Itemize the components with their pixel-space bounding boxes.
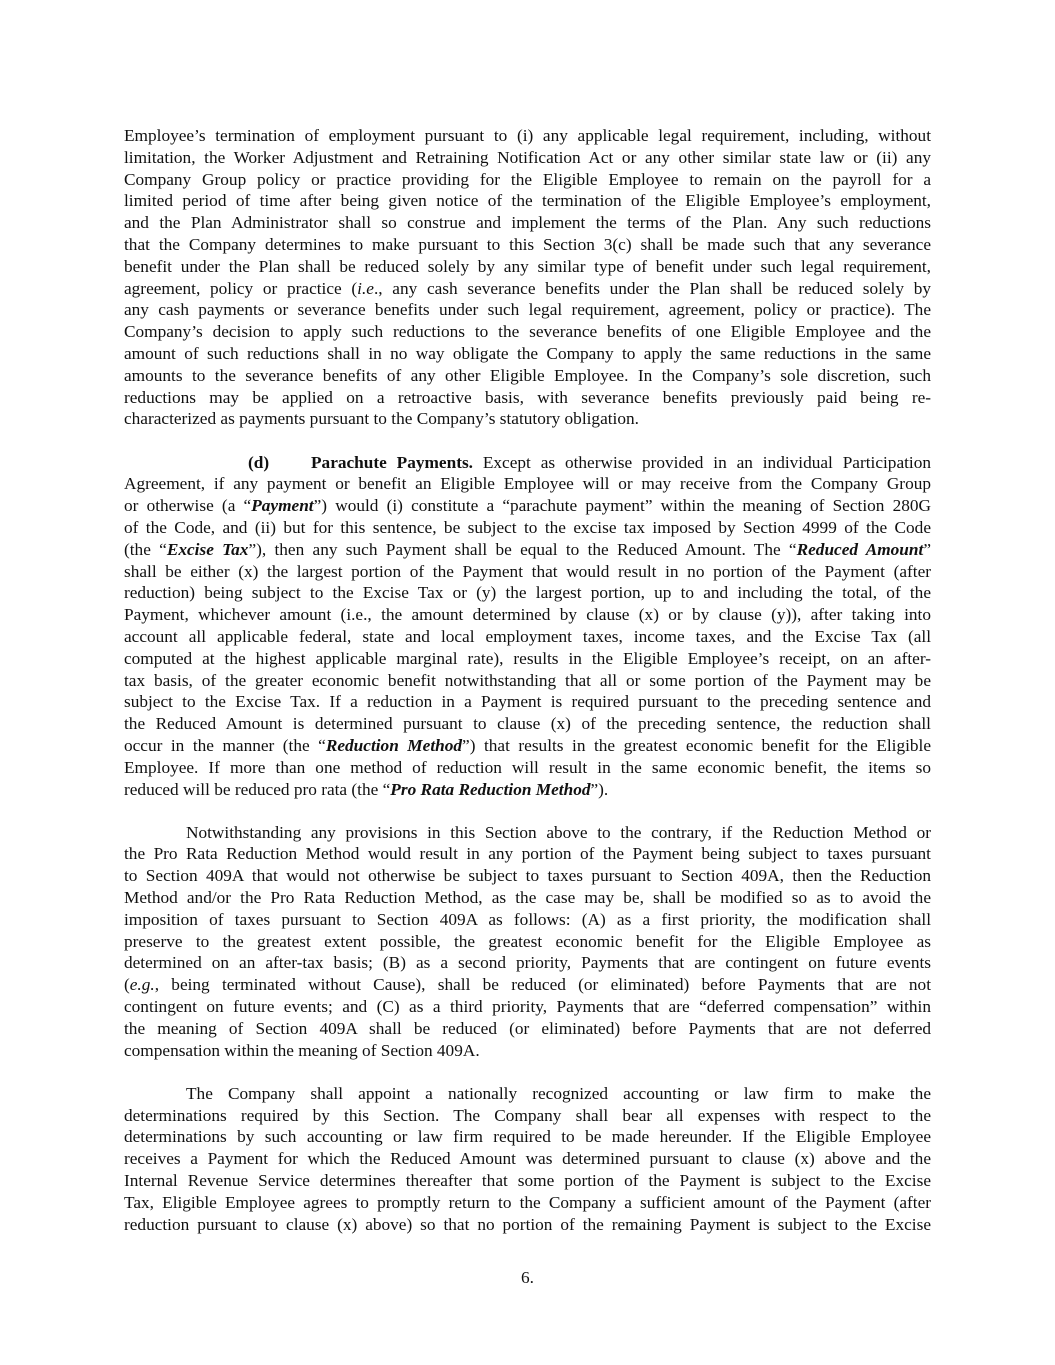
text-line bbox=[124, 452, 931, 474]
text-run: characterized as payments pursuant to the Company’s statutory obligation. bbox=[124, 409, 639, 429]
text-line bbox=[124, 691, 931, 713]
paragraph-gap bbox=[124, 1061, 931, 1082]
text-run: the Reduced Amount is determined pursuant to clause (x) of the preceding sentence, the reduction shall bbox=[124, 714, 931, 734]
text-line bbox=[124, 169, 931, 191]
text-line bbox=[124, 495, 931, 517]
text-run: limitation, the Worker Adjustment and Retraining Notification Act or any other similar state law or (ii) any bbox=[124, 147, 931, 167]
text-line bbox=[124, 1018, 931, 1040]
text-run: Company’s decision to apply such reductions to the severance benefits of one Eligible Employee and the bbox=[124, 322, 931, 342]
paragraph-gap bbox=[124, 430, 931, 451]
section-label: (d) bbox=[248, 452, 270, 472]
text-run: imposition of taxes pursuant to Section 409A as follows: (A) as a first priority, the modification shall bbox=[124, 909, 931, 929]
text-run: determinations required by this Section. The Company shall bear all expenses with respect to the bbox=[124, 1105, 931, 1125]
text-run: Employee. If more than one method of reduction will result in the same economic benefit, the items so bbox=[124, 757, 931, 777]
text-run: ”) would (i) constitute a “parachute payment” within the meaning of Section 280G bbox=[313, 496, 931, 516]
text-run: Except as otherwise provided in an individual Participation bbox=[473, 452, 931, 472]
text-line bbox=[124, 212, 931, 234]
text-run: ”) that results in the greatest economic benefit for the Eligible bbox=[462, 735, 931, 755]
text-run: The Company shall appoint a nationally recognized accounting or law firm to make the bbox=[186, 1083, 931, 1103]
text-line bbox=[124, 996, 931, 1018]
text-line bbox=[124, 735, 931, 757]
text-line bbox=[124, 648, 931, 670]
text-line bbox=[124, 757, 931, 779]
text-line bbox=[124, 1126, 931, 1148]
text-line bbox=[124, 1040, 931, 1062]
text-run: Agreement, if any payment or benefit an Eligible Employee will or may receive from the Company Group bbox=[124, 474, 931, 494]
text-run: contingent on future events; and (C) as a third priority, Payments that are “deferred compensation” within bbox=[124, 997, 931, 1017]
text-line bbox=[124, 779, 931, 801]
text-line bbox=[124, 952, 931, 974]
text-run: reductions may be applied on a retroactive basis, with severance benefits previously paid being re- bbox=[124, 387, 931, 407]
text-line bbox=[124, 299, 931, 321]
text-line bbox=[124, 931, 931, 953]
text-line bbox=[124, 626, 931, 648]
text-run: reduction) being subject to the Excise Tax or (y) the largest portion, up to and including the total, of the bbox=[124, 583, 931, 603]
text-run: or otherwise (a “ bbox=[124, 496, 252, 516]
text-line bbox=[124, 1192, 931, 1214]
text-line bbox=[124, 321, 931, 343]
bold-heading: Parachute Payments. bbox=[311, 452, 473, 472]
text-run: Internal Revenue Service determines thereafter that some portion of the Payment is subject to the Excise bbox=[124, 1171, 931, 1191]
text-line bbox=[124, 234, 931, 256]
defined-term: Reduction Method bbox=[325, 735, 463, 755]
text-line bbox=[124, 387, 931, 409]
text-line bbox=[124, 1105, 931, 1127]
text-run: , being terminated without Cause), shall be reduced (or eliminated) before Payments that are not bbox=[154, 975, 931, 995]
text-line bbox=[124, 147, 931, 169]
text-run: occur in the manner (the “ bbox=[124, 735, 326, 755]
text-run: Notwithstanding any provisions in this Section above to the contrary, if the Reduction Method or bbox=[186, 822, 931, 842]
text-line bbox=[124, 909, 931, 931]
text-run: Payment, whichever amount (i.e., the amount determined by clause (x) or by clause (y)), after taking into bbox=[124, 605, 931, 625]
text-line bbox=[124, 190, 931, 212]
text-run: benefit under the Plan shall be reduced solely by any similar type of benefit under such legal requirement, bbox=[124, 256, 931, 276]
text-line bbox=[124, 473, 931, 495]
text-run: shall be either (x) the largest portion of the Payment that would result in no portion of the Payment (after bbox=[124, 561, 931, 581]
text-run: computed at the highest applicable marginal rate), results in the Eligible Employee’s receipt, on an after- bbox=[124, 648, 931, 668]
text-run: agreement, policy or practice ( bbox=[124, 278, 358, 298]
paragraph bbox=[124, 822, 931, 1062]
text-run: ” bbox=[923, 539, 932, 559]
text-line bbox=[124, 343, 931, 365]
text-line bbox=[124, 125, 931, 147]
text-run: Employee’s termination of employment pursuant to (i) any applicable legal requirement, including, without bbox=[124, 126, 931, 145]
paragraph-gap bbox=[124, 800, 931, 821]
text-run: amounts to the severance benefits of any other Eligible Employee. In the Company’s sole discretion, such bbox=[124, 365, 931, 385]
text-line bbox=[124, 278, 931, 300]
text-run: the meaning of Section 409A shall be reduced (or eliminated) before Payments that are not deferred bbox=[124, 1018, 931, 1038]
paragraph bbox=[124, 1083, 931, 1236]
text-run: ”). bbox=[590, 779, 609, 799]
defined-term: Excise Tax bbox=[166, 539, 249, 559]
text-run: preserve to the greatest extent possible, the greatest economic benefit for the Eligible Employee as bbox=[124, 931, 931, 951]
text-line bbox=[124, 1170, 931, 1192]
text-run: Company Group policy or practice providing for the Eligible Employee to remain on the payroll for a bbox=[124, 169, 931, 189]
text-run: the Pro Rata Reduction Method would result in any portion of the Payment being subject to taxes pursuant bbox=[124, 844, 931, 864]
text-line bbox=[124, 713, 931, 735]
text-run: of the Code, and (ii) but for this sentence, be subject to the excise tax imposed by Section 4999 of the Code bbox=[124, 517, 931, 537]
document-body bbox=[124, 125, 931, 1235]
text-line bbox=[124, 670, 931, 692]
text-run: determined on an after-tax basis; (B) as a second priority, Payments that are contingent on future events bbox=[124, 953, 931, 973]
text-line bbox=[124, 539, 931, 561]
text-line bbox=[124, 408, 931, 430]
text-line bbox=[124, 517, 931, 539]
text-line bbox=[124, 582, 931, 604]
text-line bbox=[124, 843, 931, 865]
text-run: ( bbox=[124, 975, 130, 995]
text-line bbox=[124, 974, 931, 996]
text-line bbox=[124, 822, 931, 844]
text-line bbox=[124, 365, 931, 387]
text-run: (the “ bbox=[124, 539, 167, 559]
text-run: subject to the Excise Tax. If a reduction in a Payment is required pursuant to the preceding sentence and bbox=[124, 692, 931, 712]
defined-term: Pro Rata Reduction Method bbox=[390, 779, 591, 799]
paragraph bbox=[124, 125, 931, 430]
text-run: Method and/or the Pro Rata Reduction Method, as the case may be, shall be modified so as to avoid the bbox=[124, 888, 931, 908]
text-run: and the Plan Administrator shall so construe and implement the terms of the Plan. Any such reductions bbox=[124, 213, 931, 233]
text-line bbox=[124, 865, 931, 887]
italic-text: e.g. bbox=[129, 975, 155, 995]
page-number: 6. bbox=[521, 1268, 534, 1287]
italic-text: i.e bbox=[357, 278, 374, 298]
text-line bbox=[124, 887, 931, 909]
text-run: compensation within the meaning of Section 409A. bbox=[124, 1040, 480, 1060]
text-run: that the Company determines to make pursuant to this Section 3(c) shall be made such that any severance bbox=[124, 234, 931, 254]
text-run: tax basis, of the greater economic benefit notwithstanding that all or some portion of the Payment may be bbox=[124, 670, 931, 690]
text-run: ., any cash severance benefits under the Plan shall be reduced solely by bbox=[373, 278, 931, 298]
text-run: ”), then any such Payment shall be equal to the Reduced Amount. The “ bbox=[248, 539, 797, 559]
paragraph bbox=[124, 452, 931, 801]
text-run: amount of such reductions shall in no way obligate the Company to apply the same reductions in the same bbox=[124, 343, 931, 363]
text-line bbox=[124, 604, 931, 626]
text-line bbox=[124, 1148, 931, 1170]
text-run: Tax, Eligible Employee agrees to promptly return to the Company a sufficient amount of the Payment (after bbox=[124, 1192, 931, 1212]
text-line bbox=[124, 256, 931, 278]
defined-term: Payment bbox=[251, 496, 314, 516]
text-line bbox=[124, 1214, 931, 1236]
text-run: any cash payments or severance benefits under such legal requirement, agreement, policy or practice). The bbox=[124, 300, 931, 320]
text-run: to Section 409A that would not otherwise be subject to taxes pursuant to Section 409A, then the Reduction bbox=[124, 866, 931, 886]
text-line bbox=[124, 561, 931, 583]
text-run: limited period of time after being given notice of the termination of the Eligible Employee’s employment, bbox=[124, 191, 931, 211]
text-run: account all applicable federal, state and local employment taxes, income taxes, and the Excise Tax (all bbox=[124, 626, 931, 646]
text-run: reduction pursuant to clause (x) above) so that no portion of the remaining Payment is subject to the Excise bbox=[124, 1214, 931, 1234]
defined-term: Reduced Amount bbox=[796, 539, 924, 559]
text-run: receives a Payment for which the Reduced Amount was determined pursuant to clause (x) above and the bbox=[124, 1149, 931, 1169]
text-line bbox=[124, 1083, 931, 1105]
text-run: determinations by such accounting or law firm required to be made hereunder. If the Eligible Employee bbox=[124, 1127, 931, 1147]
text-run: reduced will be reduced pro rata (the “ bbox=[124, 779, 391, 799]
